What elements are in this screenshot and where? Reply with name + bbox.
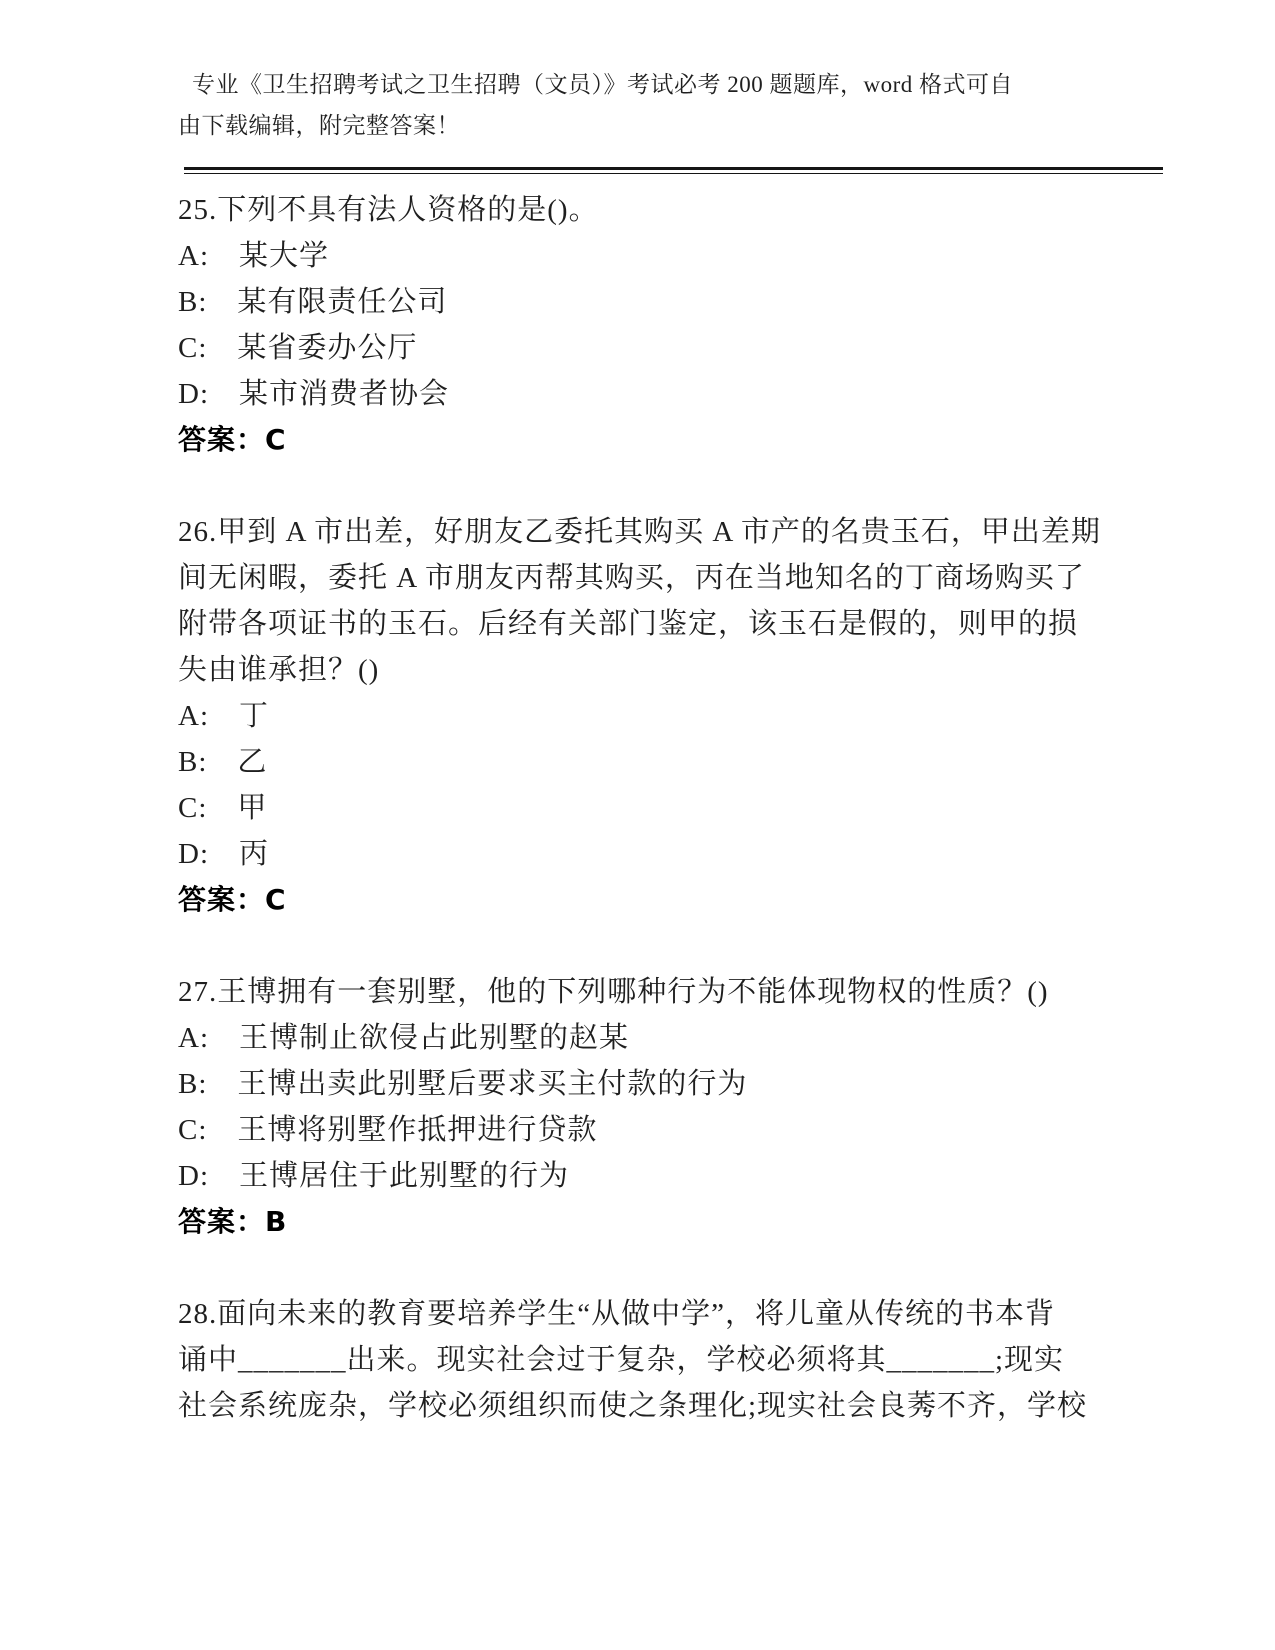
question-26-stem-line-3: 附带各项证书的玉石。后经有关部门鉴定，该玉石是假的，则甲的损 — [178, 608, 1079, 640]
question-25-option-c: C: 某省委办公厅 — [178, 332, 418, 364]
question-28-stem-line-2: 诵中_______出来。现实社会过于复杂，学校必须将其_______;现实 — [178, 1344, 1065, 1376]
question-26-stem-line-1: 26.甲到 A 市出差，好朋友乙委托其购买 A 市产的名贵玉石，甲出差期 — [178, 516, 1101, 548]
question-28-stem-line-1: 28.面向未来的教育要培养学生“从做中学”，将儿童从传统的书本背 — [178, 1298, 1055, 1330]
question-28-stem-line-3: 社会系统庞杂，学校必须组织而使之条理化;现实社会良莠不齐，学校 — [178, 1390, 1088, 1422]
question-27-option-d: D: 王博居住于此别墅的行为 — [178, 1160, 570, 1192]
question-25-answer: 答案：C — [178, 423, 287, 456]
question-26-option-a: A: 丁 — [178, 700, 270, 732]
question-25-option-d: D: 某市消费者协会 — [178, 378, 450, 410]
question-26-option-c: C: 甲 — [178, 792, 268, 824]
question-block-28 — [178, 1291, 1113, 1429]
header-text-line-2: 由下载编辑，附完整答案！ — [178, 113, 460, 138]
question-27-answer: 答案：B — [178, 1205, 288, 1238]
question-27-stem: 27.王博拥有一套别墅，他的下列哪种行为不能体现物权的性质？() — [178, 976, 1049, 1008]
question-26-option-b: B: 乙 — [178, 746, 268, 778]
question-25-stem: 25.下列不具有法人资格的是()。 — [178, 194, 599, 226]
question-27-option-c: C: 王博将别墅作抵押进行贷款 — [178, 1114, 598, 1146]
question-block-27 — [178, 969, 1113, 1245]
header-text-line-1: 专业《卫生招聘考试之卫生招聘（文员）》考试必考 200 题题库，word 格式可自 — [192, 72, 1014, 97]
document-content — [178, 64, 1113, 1429]
question-27-option-b: B: 王博出卖此别墅后要求买主付款的行为 — [178, 1068, 748, 1100]
document-header — [178, 64, 1113, 146]
question-26-stem-line-4: 失由谁承担？() — [178, 654, 380, 686]
question-25-option-b: B: 某有限责任公司 — [178, 286, 448, 318]
question-26-answer: 答案：C — [178, 883, 287, 916]
question-25-option-a: A: 某大学 — [178, 240, 330, 272]
question-block-26 — [178, 509, 1113, 923]
question-27-option-a: A: 王博制止欲侵占此别墅的赵某 — [178, 1022, 630, 1054]
question-26-stem-line-2: 间无闲暇，委托 A 市朋友丙帮其购买，丙在当地知名的丁商场购买了 — [178, 562, 1085, 594]
question-26-option-d: D: 丙 — [178, 838, 270, 870]
question-block-25 — [178, 187, 1113, 463]
header-divider-rule — [184, 167, 1163, 174]
